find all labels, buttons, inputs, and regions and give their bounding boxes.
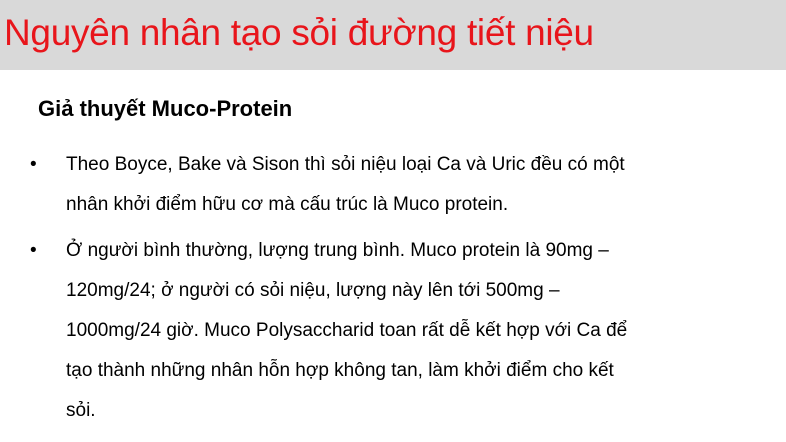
slide-title: Nguyên nhân tạo sỏi đường tiết niệu <box>4 12 594 53</box>
bullet-text <box>66 145 746 225</box>
bullet-item-2 <box>0 231 786 431</box>
bullet-list <box>0 145 786 437</box>
bullet-marker-icon: • <box>30 154 37 175</box>
bullet-item-1 <box>0 145 786 225</box>
title-bar <box>0 0 786 70</box>
bullet-line: Theo Boyce, Bake và Sison thì sỏi niệu loại Ca và Uric đều có một <box>66 154 625 175</box>
bullet-line: nhân khởi điểm hữu cơ mà cấu trúc là Muco protein. <box>66 194 509 215</box>
bullet-line: 120mg/24; ở người có sỏi niệu, lượng này lên tới 500mg – <box>66 280 560 301</box>
bullet-line: Ở người bình thường, lượng trung bình. Muco protein là 90mg – <box>66 240 609 261</box>
bullet-line: 1000mg/24 giờ. Muco Polysaccharid toan rất dễ kết hợp với Ca để <box>66 320 628 341</box>
bullet-line: tạo thành những nhân hỗn hợp không tan, làm khởi điểm cho kết <box>66 360 614 381</box>
slide-subtitle: Giả thuyết Muco-Protein <box>38 96 293 121</box>
bullet-marker-icon: • <box>30 240 37 261</box>
bullet-line: sỏi. <box>66 400 96 421</box>
bullet-text <box>66 231 746 431</box>
